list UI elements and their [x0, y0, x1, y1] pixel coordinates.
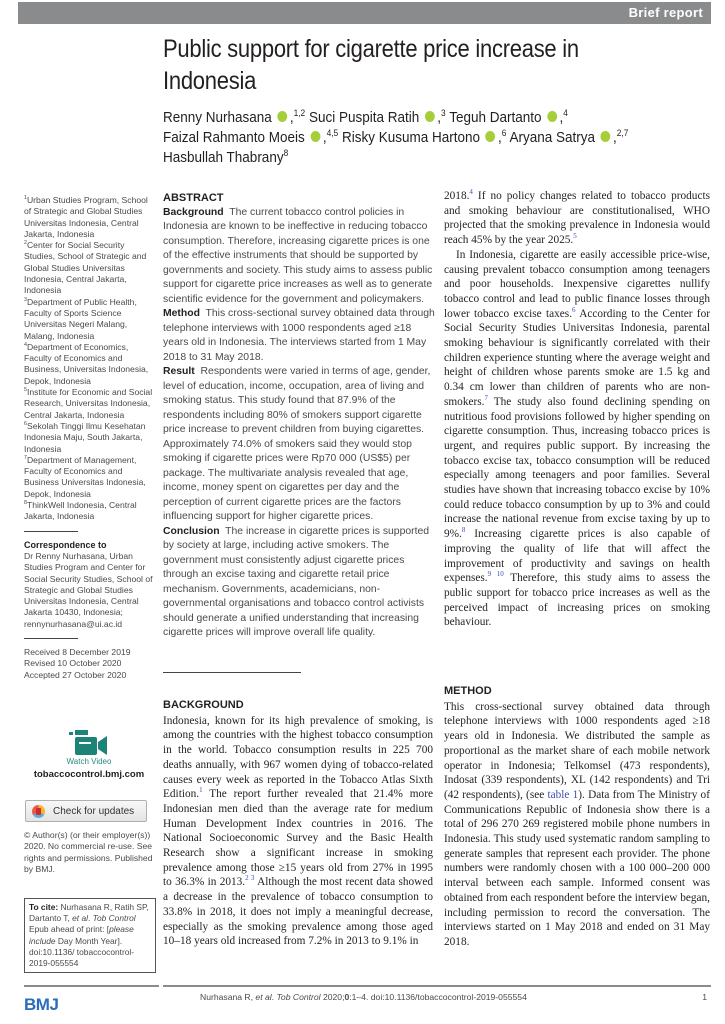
orcid-icon[interactable] — [485, 131, 495, 142]
reference-link[interactable]: 2 3 — [245, 874, 255, 883]
reference-link[interactable]: 9 10 — [487, 570, 504, 579]
affiliation: $^6$Sekolah Tinggi Ilmu Kesehatan Indonesia Maju, South Jakarta, Indonesia — [24, 420, 146, 454]
abstract-result-text: Respondents were varied in terms of age, gender, level of education, income, occupation, area of living and smoking status. This study found that 87.9% of the respondents including 80% of smokers support cigarette price increase to prevent children from buying cigarettes. Approximately 74.0% of smokers said they would stop smoking if cigarette prices were Rp70 000 (US$5) per package. The multivariate analysis revealed that age, income, money spent on cigarettes per day and the perception of current cigarette prices are the factors influencing support for higher cigarette prices. — [163, 366, 431, 522]
background-section — [163, 698, 433, 949]
correspondence-heading: Correspondence to — [24, 539, 107, 550]
abstract-background-text: The current tobacco control policies in Indonesia are known to be ineffective in reducing tobacco consumption. Therefore, increasing cigarette prices is one of the effective instruments that should be supported by governments and society. This study aims to assess public support for cigarette price increases as well as to generate scientific evidence for the government and policymakers. — [163, 206, 433, 305]
author-affil: 8 — [283, 148, 289, 158]
abstract-conclusion-text: The increase in cigarette prices is supported by society at large, including active smokers. The government must consistently adjust cigarette prices through an excise taxing and cigarette retail price mechanism. Governments, academicians, non-governmental organisations and tobacco control activists should generate a unified understanding that increasing cigarette prices will improve overall life quality. — [163, 525, 430, 638]
check-for-updates-label: Check for updates — [53, 805, 135, 817]
background-paragraph: 2018.$^4$ If no policy changes related to tobacco products and smoking behaviour are constitutionalised, WHO projected that the smoking prevalence in Indonesia would reach 45% by the year 2025.$^5$ — [444, 188, 710, 247]
orcid-icon[interactable] — [600, 131, 610, 142]
background-paragraph: In Indonesia, cigarette are easily accessible price-wise, causing prevalent tobacco consumption among teenagers and poor households. Inexpensive cigarettes nullify tobacco control and lead to public finance losses through lower tobacco excise taxes.$^6$ According to the Center for Social Security Studies Universitas Indonesia, parental smoking behaviour is significantly correlated with their children experience stunting where the average weight and height of children whose parents smoke are 1.5 kg and 0.34 cm lower than children of parents who are non-smokers.$^7$ The study also found declining spending on nutritious food provisions followed by higher spending on cigarette consumption. Thus, increasing tobacco prices is urgent, and requires public support. By increasing the tobacco excise tax, tobacco consumption will be reduced especially among teenagers and poor families. Several studies have shown that increasing tobacco excise by 10% could reduce tobacco consumption by up to 3% and could increase the national revenue from excise taxing by up to 9%.$^8$ Increasing cigarette prices is also capable of improving the quality of life that will affect the improvement of productivity and savings on health expenses.$^{9 10}$ Therefore, this study aims to assess the public support for tobacco price increases as well as the perceived impact of increasing prices on smoking behaviour. — [444, 248, 710, 629]
correspondence-text[interactable]: Dr Renny Nurhasana, Urban Studies Program and Center for Social Security Studies, School of Strategic and Global Studies Universitas Indonesia, Central Jakarta 10430, Indonesia; rennynurhasana@ui.ac.id — [24, 550, 153, 629]
bmj-logo[interactable]: BMJ — [24, 995, 59, 1014]
method-section — [444, 684, 710, 950]
author-list: Renny Nurhasana ,$^{1,2}$ Suci Puspita Ratih ,$^3$ Teguh Dartanto ,$^4$ Faizal Rahmanto Moeis ,$^{4,5}$ Risky Kusuma Hartono ,$^6$ Aryana Satrya ,$^{2,7}$ Hasbullah Thabrany$^8$ — [163, 108, 629, 166]
author-name[interactable]: Suci Puspita Ratih — [308, 109, 420, 126]
footer-divider-left — [24, 985, 159, 987]
abstract-method-label: Method — [163, 308, 200, 319]
reference-link[interactable]: 6 — [572, 305, 576, 314]
affiliations-sidebar — [24, 195, 154, 681]
author-affil: 1,2 — [293, 108, 306, 118]
abstract-result-label: Result — [163, 366, 195, 377]
affiliation: $^7$Department of Management, Faculty of Economics and Business Universitas Indonesia, Depok, Indonesia — [24, 454, 146, 499]
abstract-conclusion-label: Conclusion — [163, 525, 220, 537]
author-name[interactable]: Hasbullah Thabrany — [163, 149, 284, 166]
author-name[interactable]: Risky Kusuma Hartono — [341, 129, 481, 146]
divider — [24, 531, 78, 532]
author-affil: 4,5 — [326, 128, 339, 138]
abstract-section — [163, 191, 435, 641]
citation-box: To cite: Nurhasana R, Ratih SP, Dartanto T, et al. Tob Control Epub ahead of print: [please include Day Month Year]. doi:10.1136/ tobaccocontrol-2019-055554 — [24, 898, 156, 973]
check-for-updates-button[interactable] — [25, 800, 147, 822]
author-affil: 3 — [441, 108, 446, 118]
article-title: Public support for cigarette price increase in Indonesia — [163, 35, 579, 95]
author-affil: 6 — [501, 128, 507, 138]
abstract-divider — [163, 672, 301, 673]
abstract-method-text: This cross-sectional survey obtained data through telephone interviews with 1000 respondents aged ≥18 years old in Indonesia. The interviews started from 1 May 2018 to 31 May 2018. — [163, 308, 435, 363]
footer-divider — [163, 985, 711, 987]
reference-link[interactable]: 8 — [461, 526, 466, 535]
orcid-icon[interactable] — [310, 131, 320, 142]
reference-link[interactable]: 4 — [469, 188, 473, 197]
orcid-icon[interactable] — [547, 111, 557, 122]
author-name[interactable]: Renny Nurhasana — [163, 109, 272, 126]
method-paragraph: This cross-sectional survey obtained data through telephone interviews with 1000 respondents aged ≥18 years old in Indonesia. We distributed the sample as proportional as the market share of each mobile network operator in Indonesia; Telkomsel (473 respondents), Indosat (339 respondents), XL (142 respondents) and Tri (42 respondents), (see table 1). Data from The Ministry of Communications Republic of Indonesia show there is a total of 296 270 269 registered mobile phone numbers in Indonesia. This study used systematic random sampling to generate samples that represent each provider. The phone numbers were randomly chosen with a 100 000–200 000 interval between each sample. Informed consent was obtained from each respondent before the interview began, including permission to record the conversation. The interviews started on 1 May 2018 and ended on 31 May 2018. — [444, 700, 710, 948]
reference-link[interactable]: 1 — [199, 786, 203, 795]
copyright-notice: © Author(s) (or their employer(s)) 2020. No commercial re-use. See rights and permissions. Published by BMJ. — [24, 830, 153, 874]
affiliation: $^4$Department of Economics, Faculty of Economics and Business, Universitas Indonesia, Depok, Indonesia — [24, 341, 149, 386]
background-paragraph: Indonesia, known for its high prevalence of smoking, is among the countries with the highest tobacco consumption in the world. Tobacco consumption results in 225 700 deaths annually, with 967 women dying of tobacco-related causes every week as reported in the Tobacco Atlas Sixth Edition.$^1$ The report further revealed that 21.4% more Indonesian men died than the average rate for medium Human Development Index countries in 2016. The National Socioeconomic Survey and the Basic Health Research show a significant increase in smoking prevalence among those ≥15 years old from 27% in 1995 to 36.3% in 2013.$^{2 3}$ Although the most recent data showed a decrease in the prevalence of tobacco consumption to 33.8% in 2018, it does not imply a meaningful decrease, especially as the smoking prevalence among those aged 10–18 years old increased from 7.2% in 2013 to 9.1% in — [163, 714, 434, 948]
revised-date: Revised 10 October 2020 — [24, 658, 122, 669]
video-camera-icon — [69, 730, 109, 756]
abstract-background-label: Background — [163, 206, 224, 218]
watch-video-label[interactable]: Watch Video — [66, 757, 112, 766]
footer-citation: Nurhasana R, et al. Tob Control 2020;0:1–4. doi:10.1136/tobaccocontrol-2019-055554 — [200, 992, 527, 1002]
section-header-bar — [18, 2, 711, 24]
section-label: Brief report — [628, 5, 703, 20]
affiliation: $^5$Institute for Economic and Social Research, Universitas Indonesia, Central Jakarta, Indonesia — [24, 387, 153, 420]
author-affil: 4 — [563, 108, 568, 118]
affiliation: $^8$ThinkWell Indonesia, Central Jakarta, Indonesia — [24, 500, 137, 522]
cite-label: To cite: — [29, 902, 59, 912]
abstract-heading: ABSTRACT — [163, 192, 224, 204]
reference-link[interactable]: 7 — [484, 394, 488, 403]
author-name[interactable]: Faizal Rahmanto Moeis — [163, 129, 305, 146]
received-date: Received 8 December 2019 — [24, 646, 131, 657]
method-heading: METHOD — [444, 685, 492, 697]
accepted-date: Accepted 27 October 2020 — [24, 669, 127, 680]
watch-video-link[interactable] — [24, 730, 154, 780]
journal-site-link[interactable]: tobaccocontrol.bmj.com — [33, 769, 145, 780]
author-affil: 2,7 — [616, 128, 629, 138]
affiliation: $^1$Urban Studies Program, School of Strategic and Global Studies Universitas Indonesia, Central Jakarta, Indonesia — [24, 195, 148, 239]
orcid-icon[interactable] — [425, 111, 435, 122]
author-name[interactable]: Teguh Dartanto — [449, 109, 542, 126]
crossmark-icon — [32, 805, 45, 818]
background-heading: BACKGROUND — [163, 699, 244, 711]
orcid-icon[interactable] — [277, 111, 287, 122]
reference-link[interactable]: 5 — [573, 232, 577, 241]
divider — [24, 638, 78, 639]
author-name[interactable]: Aryana Satrya — [509, 129, 595, 146]
background-continued — [444, 189, 710, 630]
affiliation: $^3$Department of Public Health, Faculty of Sports Science Universitas Negeri Malang, Malang, Indonesia — [24, 296, 137, 341]
affiliation: $^2$Center for Social Security Studies, School of Strategic and Global Studies Universitas Indonesia, Central Jakarta, Indonesia — [24, 240, 147, 296]
page-number: 1 — [702, 992, 707, 1002]
table-link[interactable]: table 1 — [547, 788, 579, 801]
